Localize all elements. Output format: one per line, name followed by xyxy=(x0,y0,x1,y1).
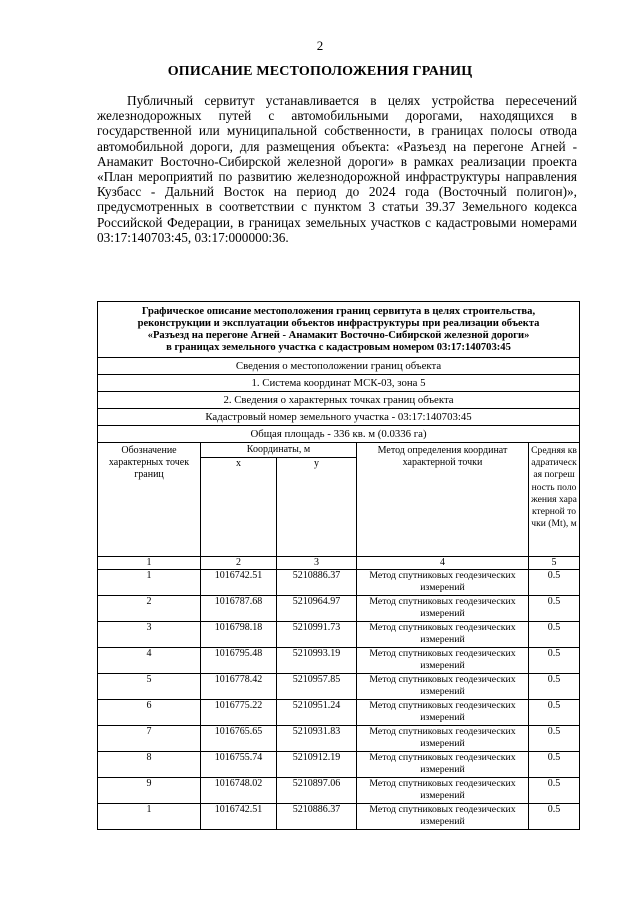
cell-y: 5210991.73 xyxy=(277,622,357,648)
cell-method: Метод спутниковых геодезических измерений xyxy=(357,752,529,778)
cell-point: 5 xyxy=(98,674,201,700)
cell-method: Метод спутниковых геодезических измерений xyxy=(357,700,529,726)
cell-y: 5210886.37 xyxy=(277,804,357,830)
table-header xyxy=(98,302,580,358)
cell-x: 1016798.18 xyxy=(201,622,277,648)
cell-point: 1 xyxy=(98,804,201,830)
table-row xyxy=(98,726,580,752)
table-row xyxy=(98,648,580,674)
cell-precision: 0.5 xyxy=(529,674,580,700)
cell-method: Метод спутниковых геодезических измерений xyxy=(357,778,529,804)
document-title: ОПИСАНИЕ МЕСТОПОЛОЖЕНИЯ ГРАНИЦ xyxy=(167,64,473,79)
cell-precision: 0.5 xyxy=(529,648,580,674)
cell-method: Метод спутниковых геодезических измерений xyxy=(357,804,529,830)
col-header-point: Обозначение характерных точек границ xyxy=(98,443,201,557)
cell-point: 3 xyxy=(98,622,201,648)
cell-method: Метод спутниковых геодезических измерений xyxy=(357,570,529,596)
info-row-area: Общая площадь - 336 кв. м (0.0336 га) xyxy=(98,426,580,443)
cell-x: 1016765.65 xyxy=(201,726,277,752)
info-row-points: 2. Сведения о характерных точках границ объекта xyxy=(98,392,580,409)
table-row xyxy=(98,700,580,726)
cell-point: 9 xyxy=(98,778,201,804)
cell-y: 5210964.97 xyxy=(277,596,357,622)
table-row xyxy=(98,622,580,648)
cell-x: 1016742.51 xyxy=(201,804,277,830)
col-number: 1 xyxy=(98,557,201,570)
cell-precision: 0.5 xyxy=(529,778,580,804)
cell-point: 4 xyxy=(98,648,201,674)
cell-method: Метод спутниковых геодезических измерений xyxy=(357,596,529,622)
boundary-table xyxy=(97,301,580,830)
cell-point: 1 xyxy=(98,570,201,596)
info-row-coord-system: 1. Система координат МСК-03, зона 5 xyxy=(98,375,580,392)
cell-y: 5210957.85 xyxy=(277,674,357,700)
cell-precision: 0.5 xyxy=(529,700,580,726)
col-header-method: Метод определения координат характерной точки xyxy=(357,443,529,557)
cell-method: Метод спутниковых геодезических измерений xyxy=(357,674,529,700)
cell-precision: 0.5 xyxy=(529,804,580,830)
cell-y: 5210931.83 xyxy=(277,726,357,752)
cell-point: 7 xyxy=(98,726,201,752)
cell-point: 8 xyxy=(98,752,201,778)
table-row xyxy=(98,570,580,596)
table-row xyxy=(98,674,580,700)
cell-precision: 0.5 xyxy=(529,622,580,648)
col-number: 3 xyxy=(277,557,357,570)
cell-point: 2 xyxy=(98,596,201,622)
cell-y: 5210912.19 xyxy=(277,752,357,778)
cell-precision: 0.5 xyxy=(529,752,580,778)
cell-x: 1016755.74 xyxy=(201,752,277,778)
info-row-location: Сведения о местоположении границ объекта xyxy=(98,358,580,375)
cell-point: 6 xyxy=(98,700,201,726)
table-header-line: Графическое описание местоположения границ сервитута в целях строительства, xyxy=(141,306,536,317)
table-header-line: «Разъезд на перегоне Агней - Анамакит Восточно-Сибирской железной дороги» xyxy=(147,330,530,341)
cell-y: 5210993.19 xyxy=(277,648,357,674)
cell-x: 1016775.22 xyxy=(201,700,277,726)
col-number: 5 xyxy=(529,557,580,570)
cell-y: 5210897.06 xyxy=(277,778,357,804)
cell-precision: 0.5 xyxy=(529,570,580,596)
info-row-cadastral: Кадастровый номер земельного участка - 03:17:140703:45 xyxy=(98,409,580,426)
cell-precision: 0.5 xyxy=(529,596,580,622)
page-number: 2 xyxy=(316,38,324,53)
cell-x: 1016742.51 xyxy=(201,570,277,596)
table-header-line: реконструкции и эксплуатации объектов инфраструктуры при реализации объекта xyxy=(137,318,540,329)
intro-paragraph: Публичный сервитут устанавливается в целях устройства пересечений железнодорожных путей с автомобильными дорогами, находящихся в государственной или муниципальной собственности, в границах полосы отвода автомобильной дороги, для размещения объекта: «Разъезд на перегоне Агней - Анамакит Восточно-Сибирской железной дороги» в рамках реализации проекта «План мероприятий по развитию железнодорожной инфраструктуры направления Кузбасс - Дальний Восток на период до 2024 года (Восточный полигон)», предусмотренных в соответствии с пунктом 3 статьи 39.37 Земельного кодекса Российской Федерации, в границах земельных участков с кадастровыми номерами 03:17:140703:45, 03:17:000000:36. xyxy=(97,93,577,245)
col-header-y: y xyxy=(277,458,357,557)
cell-y: 5210886.37 xyxy=(277,570,357,596)
table-row xyxy=(98,804,580,830)
table-row xyxy=(98,752,580,778)
cell-x: 1016795.48 xyxy=(201,648,277,674)
table-row xyxy=(98,778,580,804)
col-header-x: x xyxy=(201,458,277,557)
cell-x: 1016778.42 xyxy=(201,674,277,700)
col-number: 2 xyxy=(201,557,277,570)
col-header-coords: Координаты, м xyxy=(201,443,357,458)
table-row xyxy=(98,596,580,622)
cell-method: Метод спутниковых геодезических измерений xyxy=(357,648,529,674)
cell-method: Метод спутниковых геодезических измерений xyxy=(357,622,529,648)
cell-y: 5210951.24 xyxy=(277,700,357,726)
col-number: 4 xyxy=(357,557,529,570)
cell-x: 1016787.68 xyxy=(201,596,277,622)
col-header-precision: Средняя квадратическая погрешность положения характерной точки (Mt), м xyxy=(529,443,580,557)
cell-method: Метод спутниковых геодезических измерений xyxy=(357,726,529,752)
table-header-line: в границах земельного участка с кадастровым номером 03:17:140703:45 xyxy=(166,342,511,353)
cell-precision: 0.5 xyxy=(529,726,580,752)
cell-x: 1016748.02 xyxy=(201,778,277,804)
